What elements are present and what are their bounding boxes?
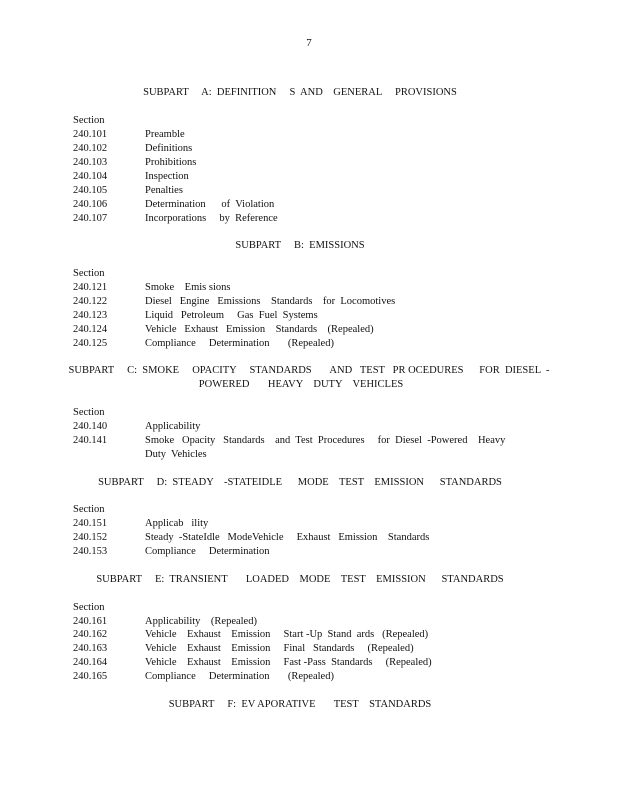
table-row bbox=[73, 545, 613, 559]
section-label: Section bbox=[73, 268, 105, 279]
page-number: 7 bbox=[306, 37, 312, 49]
section-number: 240.106 bbox=[73, 199, 108, 210]
section-number: 240.164 bbox=[73, 657, 108, 668]
table-row bbox=[73, 642, 613, 656]
table-row bbox=[73, 323, 613, 337]
section-number: 240.140 bbox=[73, 421, 108, 432]
section-number: 240.105 bbox=[73, 185, 108, 196]
section-title-continued: Duty Vehicles bbox=[145, 449, 207, 460]
table-row bbox=[73, 615, 613, 629]
section-title: Vehicle Exhaust Emission Standards (Repealed) bbox=[145, 324, 374, 335]
section-number: 240.122 bbox=[73, 296, 108, 307]
section-title: Incorporations by Reference bbox=[145, 213, 278, 224]
section-number: 240.163 bbox=[73, 643, 108, 654]
table-row bbox=[73, 309, 613, 323]
section-title: Penalties bbox=[145, 185, 183, 196]
section-label: Section bbox=[73, 504, 105, 515]
section-number: 240.101 bbox=[73, 129, 108, 140]
table-row bbox=[73, 212, 613, 226]
table-row bbox=[73, 517, 613, 531]
table-row bbox=[73, 670, 613, 684]
section-number: 240.103 bbox=[73, 157, 108, 168]
table-row bbox=[73, 281, 613, 295]
section-title: Prohibitions bbox=[145, 157, 197, 168]
subpart-f-heading: SUBPART F: EV APORATIVE TEST STANDARDS bbox=[168, 699, 432, 710]
subpart-c-heading: SUBPART C: SMOKE OPACITY STANDARDS AND TEST PR OCEDURES FOR DIESEL - bbox=[68, 365, 550, 376]
section-title: Compliance Determination bbox=[145, 546, 270, 557]
subpart-c-heading-line2: POWERED HEAVY DUTY VEHICLES bbox=[198, 379, 404, 390]
section-title: Preamble bbox=[145, 129, 185, 140]
table-row bbox=[73, 628, 613, 642]
section-number: 240.104 bbox=[73, 171, 108, 182]
section-number: 240.165 bbox=[73, 671, 108, 682]
table-row bbox=[73, 128, 613, 142]
subpart-b-heading: SUBPART B: EMISSIONS bbox=[235, 240, 365, 251]
table-row bbox=[73, 337, 613, 351]
section-number: 240.124 bbox=[73, 324, 108, 335]
section-number: 240.123 bbox=[73, 310, 108, 321]
section-number: 240.107 bbox=[73, 213, 108, 224]
section-title: Compliance Determination (Repealed) bbox=[145, 338, 334, 349]
section-title: Compliance Determination (Repealed) bbox=[145, 671, 334, 682]
section-number: 240.121 bbox=[73, 282, 108, 293]
subpart-a-heading: SUBPART A: DEFINITION S AND GENERAL PROVISIONS bbox=[143, 87, 457, 98]
section-title: Applicab ility bbox=[145, 518, 209, 529]
section-title: Vehicle Exhaust Emission Fast -Pass Standards (Repealed) bbox=[145, 657, 432, 668]
section-label: Section bbox=[73, 407, 105, 418]
table-row bbox=[73, 170, 613, 184]
section-title: Diesel Engine Emissions Standards for Locomotives bbox=[145, 296, 396, 307]
section-number: 240.161 bbox=[73, 616, 108, 627]
section-title: Liquid Petroleum Gas Fuel Systems bbox=[145, 310, 318, 321]
section-title: Applicability bbox=[145, 421, 201, 432]
table-row bbox=[73, 434, 613, 448]
section-number: 240.141 bbox=[73, 435, 108, 446]
table-row bbox=[73, 656, 613, 670]
section-number: 240.102 bbox=[73, 143, 108, 154]
section-number: 240.162 bbox=[73, 629, 108, 640]
section-number: 240.152 bbox=[73, 532, 108, 543]
section-number: 240.151 bbox=[73, 518, 108, 529]
table-row bbox=[73, 531, 613, 545]
section-title: Applicability (Repealed) bbox=[145, 616, 257, 627]
subpart-e-heading: SUBPART E: TRANSIENT LOADED MODE TEST EMISSION STANDARDS bbox=[96, 574, 504, 585]
section-title: Inspection bbox=[145, 171, 189, 182]
table-row bbox=[73, 420, 613, 434]
section-title: Determination of Violation bbox=[145, 199, 275, 210]
section-title: Steady -StateIdle ModeVehicle Exhaust Emission Standards bbox=[145, 532, 430, 543]
table-row bbox=[73, 142, 613, 156]
section-title: Vehicle Exhaust Emission Start -Up Stand ards (Repealed) bbox=[145, 629, 429, 640]
table-row bbox=[73, 184, 613, 198]
section-title: Smoke Emis sions bbox=[145, 282, 231, 293]
table-row bbox=[73, 198, 613, 212]
section-title: Definitions bbox=[145, 143, 193, 154]
section-label: Section bbox=[73, 115, 105, 126]
section-title: Smoke Opacity Standards and Test Procedures for Diesel -Powered Heavy bbox=[145, 435, 506, 446]
section-number: 240.125 bbox=[73, 338, 108, 349]
subpart-d-heading: SUBPART D: STEADY -STATEIDLE MODE TEST EMISSION STANDARDS bbox=[98, 477, 502, 488]
table-row bbox=[73, 156, 613, 170]
section-label: Section bbox=[73, 602, 105, 613]
section-number: 240.153 bbox=[73, 546, 108, 557]
table-row bbox=[73, 295, 613, 309]
section-title: Vehicle Exhaust Emission Final Standards (Repealed) bbox=[145, 643, 414, 654]
